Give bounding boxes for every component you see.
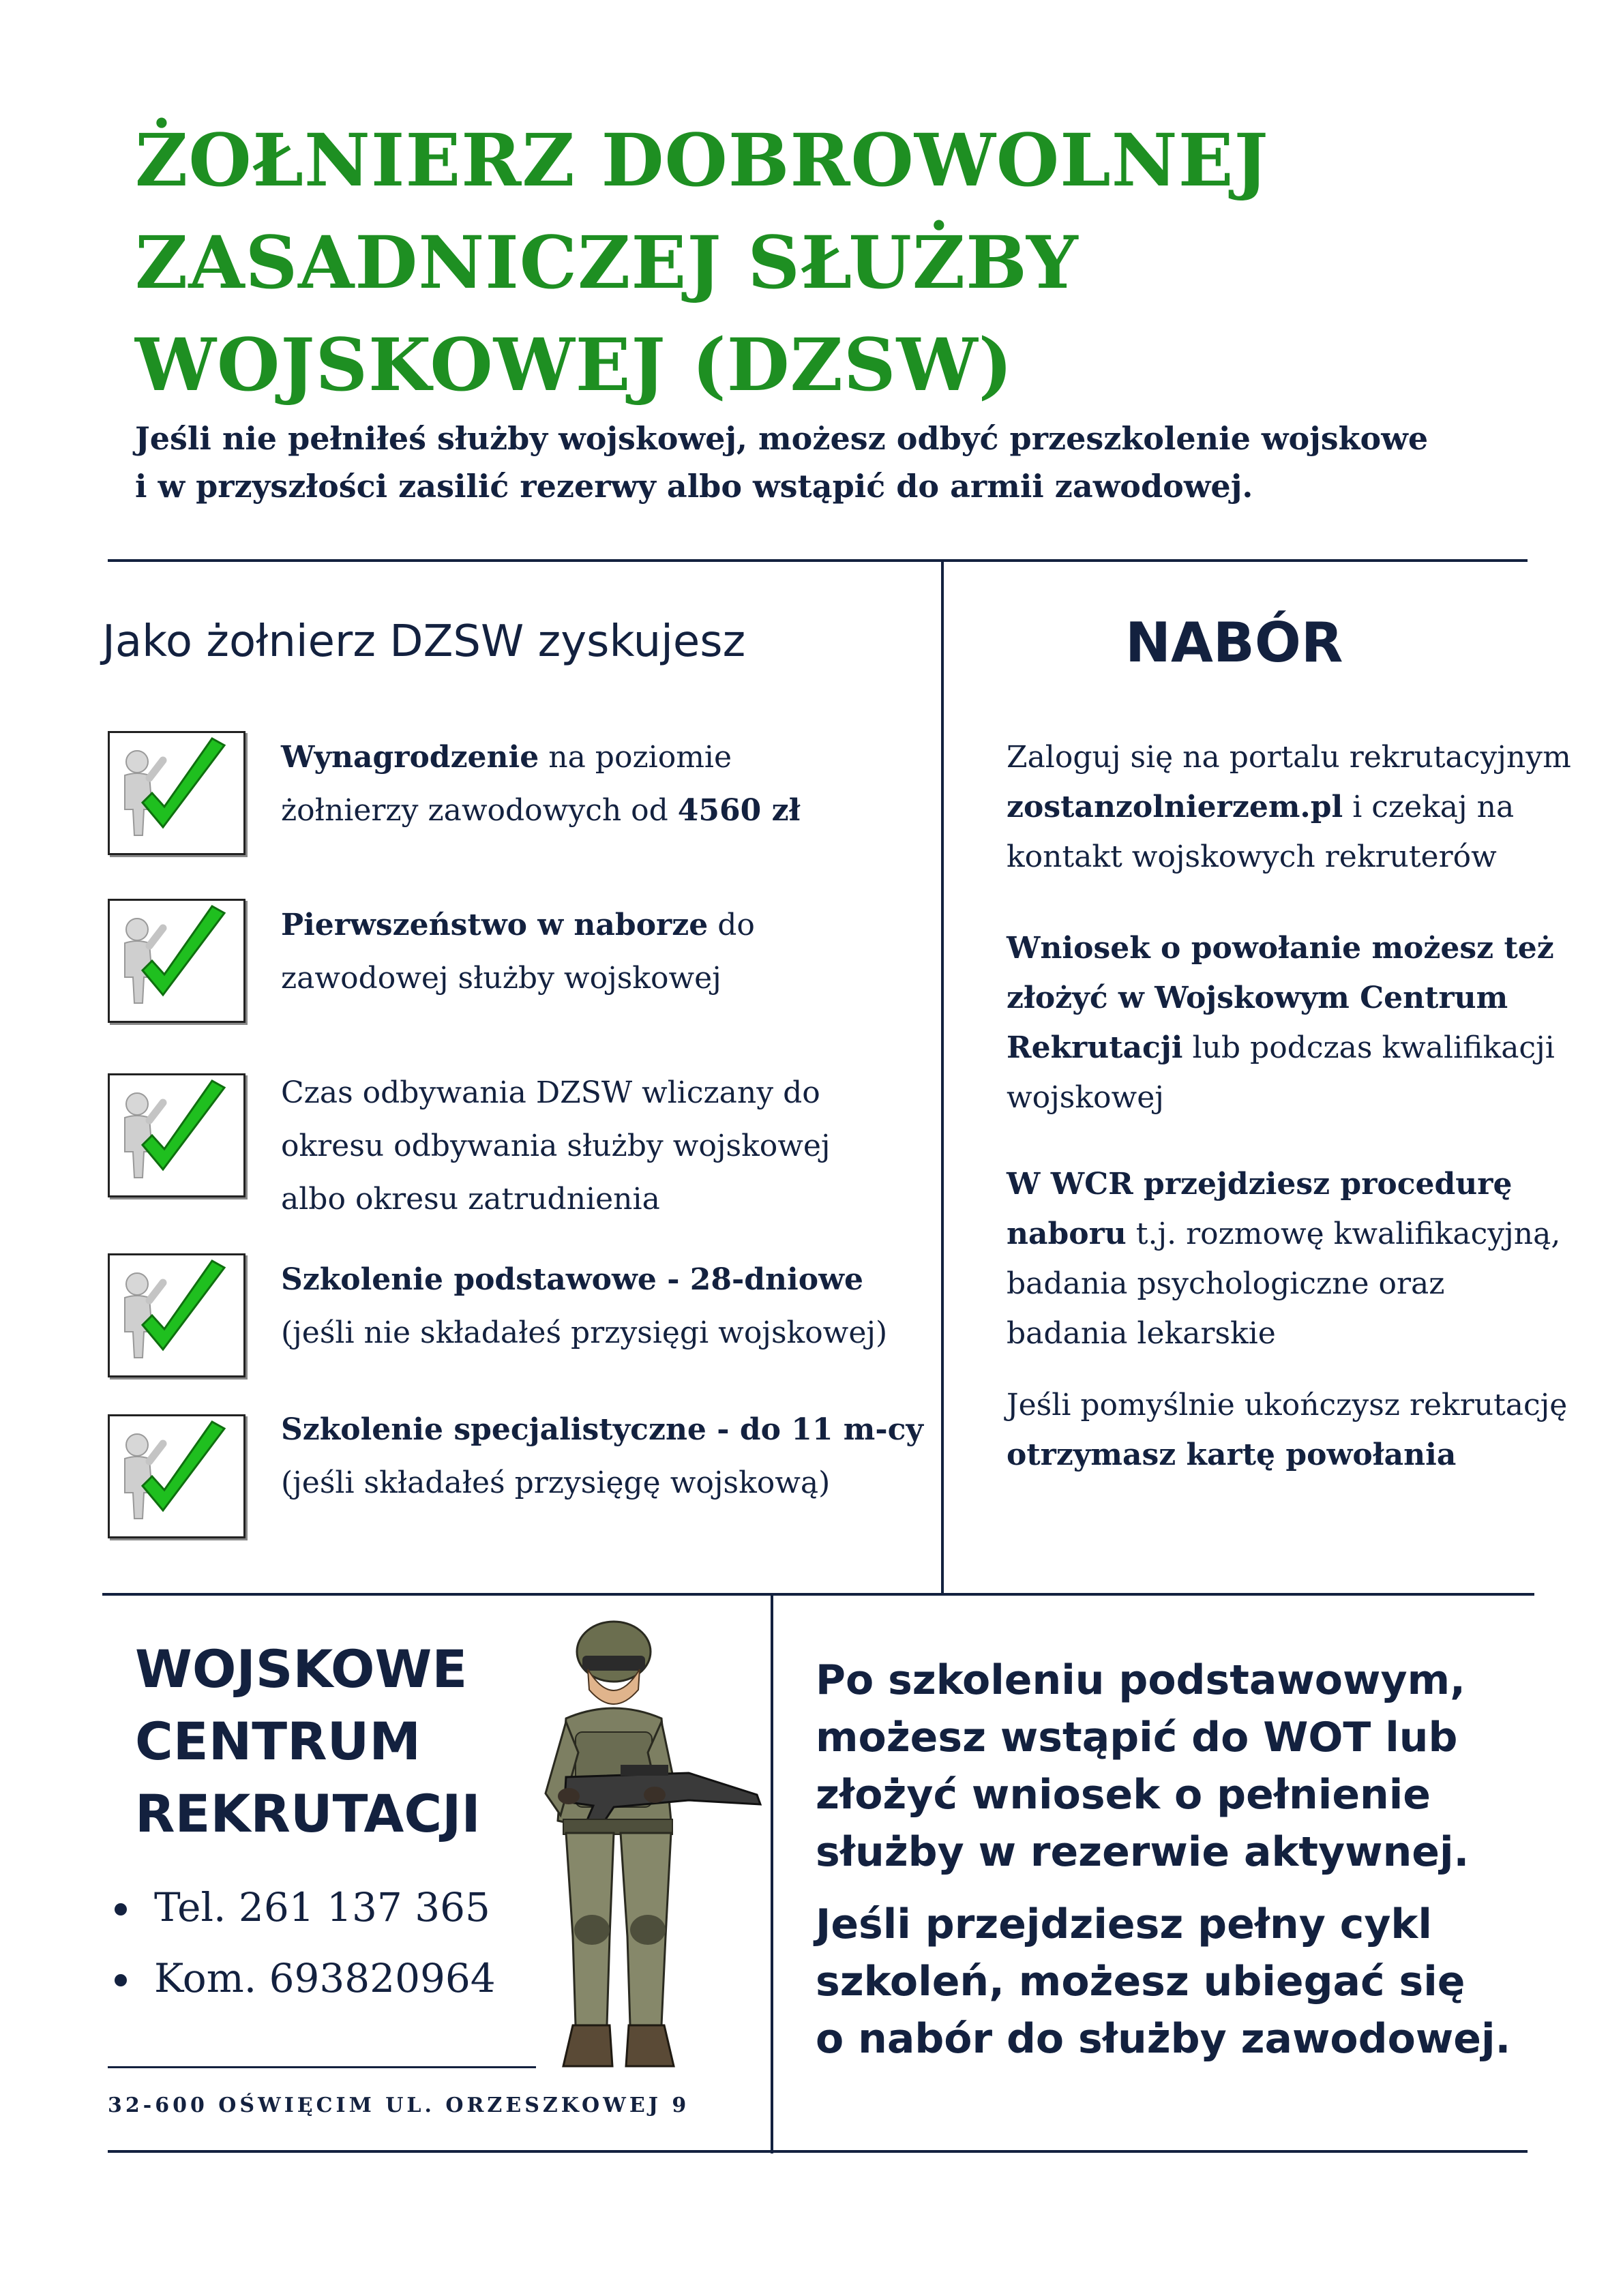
benefit-text: albo okresu zatrudnienia bbox=[281, 1182, 660, 1217]
benefit-bold: Wynagrodzenie bbox=[281, 740, 539, 775]
benefit-basic-training bbox=[108, 1253, 926, 1390]
contact-list bbox=[109, 1872, 496, 2014]
title-line: WOJSKOWEJ (DZSW) bbox=[135, 322, 1013, 407]
benefit-service-time bbox=[108, 1073, 926, 1217]
wcr-line: CENTRUM bbox=[135, 1711, 421, 1772]
page-title bbox=[135, 109, 1431, 416]
benefit-bold: Szkolenie specjalistyczne - do 11 m-cy bbox=[281, 1412, 923, 1447]
benefits-heading: Jako żołnierz DZSW zyskujesz bbox=[102, 616, 746, 667]
nabor-bold: złożyć w Wojskowym Centrum bbox=[1007, 981, 1508, 1015]
wcr-line: WOJSKOWE bbox=[135, 1639, 468, 1699]
nabor-text: lub podczas kwalifikacji bbox=[1182, 1030, 1555, 1065]
checkmark-icon bbox=[108, 899, 245, 1023]
nabor-text: Jeśli pomyślnie ukończysz rekrutację bbox=[1007, 1388, 1568, 1422]
nabor-bold: naboru bbox=[1007, 1217, 1127, 1251]
nabor-bold: Rekrutacji bbox=[1007, 1030, 1183, 1065]
after-line: szkoleń, możesz ubiegać się bbox=[816, 1958, 1465, 2006]
divider-middle bbox=[102, 1593, 1534, 1596]
nabor-paragraph-procedure bbox=[1007, 1159, 1586, 1358]
benefit-text: okresu odbywania służby wojskowej bbox=[281, 1129, 831, 1163]
intro-line: Jeśli nie pełniłeś służby wojskowej, możesz odbyć przeszkolenie wojskowe bbox=[135, 420, 1429, 457]
divider-bottom bbox=[108, 2150, 1528, 2153]
wcr-line: REKRUTACJI bbox=[135, 1783, 481, 1844]
nabor-text: t.j. rozmowę kwalifikacyjną, bbox=[1126, 1217, 1561, 1251]
benefit-text: (jeśli nie składałeś przysięgi wojskowej) bbox=[281, 1315, 888, 1350]
nabor-paragraph-result bbox=[1007, 1380, 1586, 1480]
benefit-text: zawodowej służby wojskowej bbox=[281, 961, 721, 996]
after-line: Jeśli przejdziesz pełny cykl bbox=[816, 1900, 1432, 1948]
benefit-text: Czas odbywania DZSW wliczany do bbox=[281, 1075, 820, 1110]
checkmark-icon bbox=[108, 1073, 245, 1197]
intro-line: i w przyszłości zasilić rezerwy albo wstąpić do armii zawodowej. bbox=[135, 468, 1253, 505]
mobile-number: Kom. 693820964 bbox=[109, 1943, 496, 2014]
after-line: możesz wstąpić do WOT lub bbox=[816, 1714, 1458, 1761]
nabor-text: kontakt wojskowych rekruterów bbox=[1007, 839, 1497, 874]
intro-text bbox=[135, 415, 1533, 510]
after-training-paragraph bbox=[816, 1652, 1566, 1881]
divider-top bbox=[108, 559, 1528, 562]
nabor-text: Zaloguj się na portalu rekrutacyjnym bbox=[1007, 740, 1571, 775]
nabor-bold: W WCR przejdziesz procedurę bbox=[1007, 1167, 1513, 1202]
title-line: ŻOŁNIERZ DOBROWOLNEJ bbox=[135, 117, 1269, 203]
nabor-text: badania lekarskie bbox=[1007, 1316, 1276, 1351]
career-paragraph bbox=[816, 1896, 1566, 2068]
after-line: o nabór do służby zawodowej. bbox=[816, 2015, 1511, 2063]
benefit-text: na poziomie bbox=[539, 740, 732, 775]
benefit-text: do bbox=[708, 908, 755, 942]
nabor-paragraph-application bbox=[1007, 923, 1586, 1122]
title-line: ZASADNICZEJ SŁUŻBY bbox=[135, 220, 1079, 305]
divider-address bbox=[108, 2066, 536, 2068]
nabor-text: i czekaj na bbox=[1343, 790, 1515, 824]
benefit-salary bbox=[108, 731, 926, 867]
nabor-paragraph-portal bbox=[1007, 732, 1586, 882]
benefit-specialist-training bbox=[108, 1414, 926, 1551]
nabor-bold: Wniosek o powołanie możesz też bbox=[1007, 931, 1554, 966]
wcr-heading bbox=[135, 1633, 481, 1850]
soldier-illustration bbox=[525, 1616, 777, 2093]
nabor-text: badania psychologiczne oraz bbox=[1007, 1266, 1445, 1301]
after-line: Po szkoleniu podstawowym, bbox=[816, 1656, 1465, 1704]
phone-number: Tel. 261 137 365 bbox=[109, 1872, 496, 1943]
after-line: służby w rezerwie aktywnej. bbox=[816, 1828, 1470, 1876]
checkmark-icon bbox=[108, 1253, 245, 1377]
salary-amount: 4560 zł bbox=[677, 793, 801, 828]
after-line: złożyć wniosek o pełnienie bbox=[816, 1771, 1431, 1819]
benefit-text: żołnierzy zawodowych od bbox=[281, 793, 678, 828]
nabor-text: wojskowej bbox=[1007, 1080, 1164, 1115]
benefit-priority bbox=[108, 899, 926, 1035]
address: 32-600 OŚWIĘCIM UL. ORZESZKOWEJ 9 bbox=[108, 2093, 690, 2117]
benefit-bold: Szkolenie podstawowe - 28-dniowe bbox=[281, 1262, 863, 1297]
portal-link-text: zostanzolnierzem.pl bbox=[1007, 790, 1343, 824]
checkmark-icon bbox=[108, 731, 245, 855]
benefit-text: (jeśli składałeś przysięgę wojskową) bbox=[281, 1465, 831, 1500]
nabor-bold: otrzymasz kartę powołania bbox=[1007, 1437, 1457, 1472]
nabor-heading: NABÓR bbox=[1125, 611, 1343, 674]
benefit-bold: Pierwszeństwo w naborze bbox=[281, 908, 709, 942]
checkmark-icon bbox=[108, 1414, 245, 1538]
